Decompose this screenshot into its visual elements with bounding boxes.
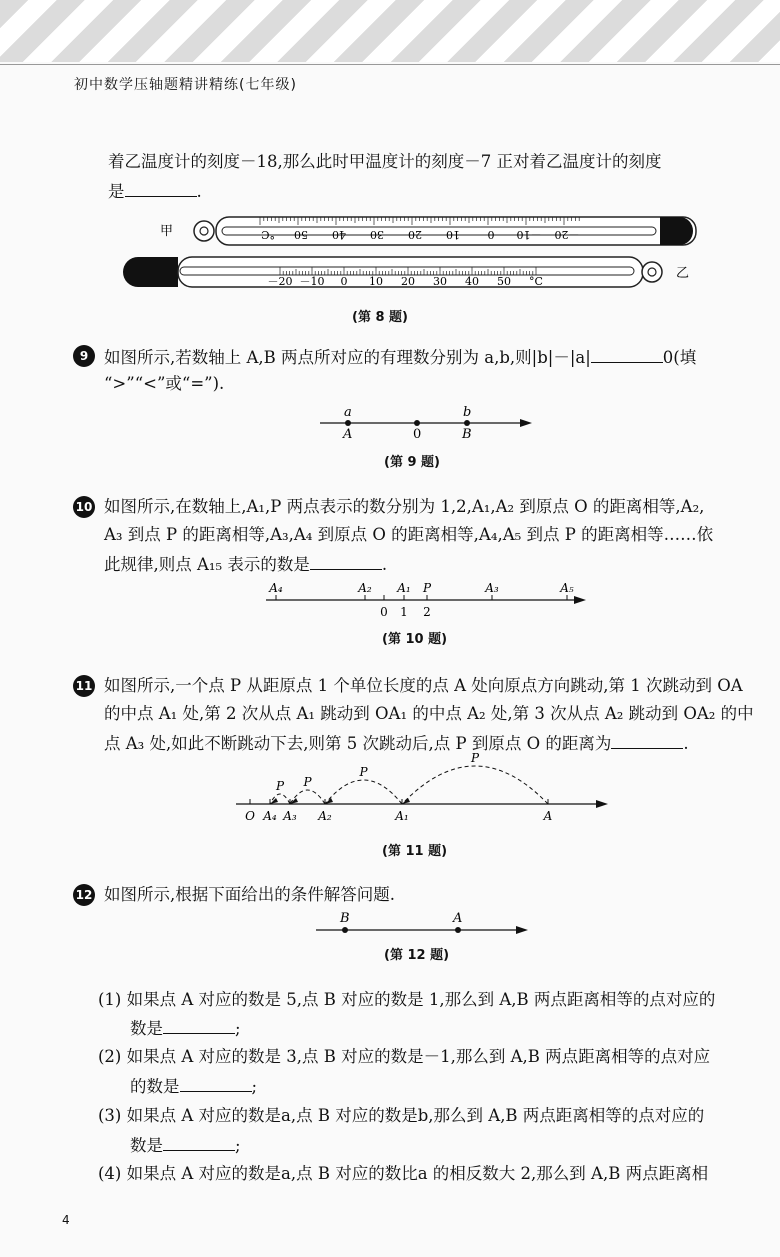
q12-sub4-line1: (4) 如果点 A 对应的数是a,点 B 对应的数比a 的相反数大 2,那么到 A,B 两点距离相	[98, 1164, 709, 1183]
q11-arrowhead	[270, 798, 278, 804]
q10-number-badge: 10	[73, 496, 95, 518]
q11-caption: (第 11 题)	[382, 844, 448, 859]
q10-point-label: A₁	[397, 581, 411, 595]
q9-answer-blank[interactable]	[591, 344, 663, 363]
yi-scale-label: 10	[369, 275, 383, 288]
q12-label-A: A	[453, 911, 463, 926]
q11-line1: 如图所示,一个点 P 从距原点 1 个单位长度的点 A 处向原点方向跳动,第 1 次跳动到 OA	[104, 676, 743, 695]
yi-scale-label: －10	[299, 275, 325, 288]
jia-scale-label: 10	[446, 228, 460, 241]
q9-number-badge: 9	[73, 345, 95, 367]
yi-scale-label: 20	[401, 275, 415, 288]
q12-number-badge: 12	[73, 884, 95, 906]
jia-scale-label: °C	[261, 228, 275, 241]
q8-line2: 是 .	[108, 178, 202, 204]
q12-sub3-line2: 数是 ;	[130, 1132, 241, 1158]
yi-scale-label: 0	[340, 275, 348, 288]
yi-scale-label: －20	[267, 275, 293, 288]
q12-caption: (第 12 题)	[384, 948, 450, 963]
q10-line2: A₃ 到点 P 的距离相等,A₃,A₄ 到原点 O 的距离相等,A₄,A₅ 到点 P 的距离相等……依	[104, 525, 714, 544]
yi-scale-label: 30	[433, 275, 447, 288]
q10-tick-label: 2	[423, 605, 431, 619]
header-divider	[0, 64, 780, 65]
q11-point-label: A₁	[395, 809, 409, 823]
q12-number-line	[310, 908, 540, 942]
q10-point-label: A₃	[485, 581, 499, 595]
yi-scale-label: 40	[465, 275, 479, 288]
jia-scale-label: 30	[370, 228, 384, 241]
q11-jump-arc	[402, 766, 548, 804]
q12-sub2-line2: 的数是 ;	[130, 1073, 257, 1099]
jia-scale-label: －20	[554, 228, 580, 241]
thermometer-yi	[123, 257, 662, 288]
q9-caption: (第 9 题)	[384, 455, 440, 470]
q11-point-label: A₂	[318, 809, 332, 823]
q12-sub1-line2: 数是 ;	[130, 1015, 241, 1041]
q12-sub3-line1: (3) 如果点 A 对应的数是a,点 B 对应的数是b,那么到 A,B 两点距离相等的点对应的	[98, 1106, 705, 1125]
jia-scale-label: 40	[332, 228, 346, 241]
q11-point-label: A	[543, 809, 553, 823]
q10-point-label: A₄	[269, 581, 283, 595]
q8-caption: (第 8 题)	[352, 310, 408, 325]
q12-sub1-line1: (1) 如果点 A 对应的数是 5,点 B 对应的数是 1,那么到 A,B 两点距离相等的点对应的	[98, 990, 716, 1009]
q10-answer-blank[interactable]	[310, 551, 382, 570]
jia-scale-label: 50	[294, 228, 308, 241]
q10-tick-label: 0	[380, 605, 388, 619]
q11-label-p: P	[275, 779, 285, 793]
yi-scale-label: 50	[497, 275, 511, 288]
jia-scale-label: －10	[516, 228, 542, 241]
jia-scale-label: 0	[487, 228, 495, 241]
q9-label-b: b	[463, 405, 472, 420]
header-stripes	[0, 0, 780, 62]
q12-line1: 如图所示,根据下面给出的条件解答问题.	[104, 885, 395, 904]
q8-thermometers-figure	[140, 205, 690, 309]
q12-label-B: B	[340, 911, 350, 926]
q10-tick-label: 1	[400, 605, 408, 619]
yi-scale-label: °C	[529, 275, 543, 288]
q11-label-p: P	[470, 751, 480, 765]
q10-line3: 此规律,则点 A₁₅ 表示的数是 .	[104, 551, 387, 577]
q9-label-a: a	[344, 405, 352, 420]
q11-point-label: A₄	[263, 809, 277, 823]
q10-point-label: A₅	[560, 581, 574, 595]
page-number: 4	[62, 1213, 70, 1227]
q10-point-label: P	[422, 581, 432, 595]
q10-caption: (第 10 题)	[382, 632, 448, 647]
q9-label-0: 0	[413, 427, 422, 442]
label-jia: 甲	[160, 224, 174, 239]
q10-line1: 如图所示,在数轴上,A₁,P 两点表示的数分别为 1,2,A₁,A₂ 到原点 O 的距离相等,A₂,	[104, 497, 705, 516]
q9-line2: “>”“<”或“=”).	[104, 374, 225, 393]
q12-sub3-blank[interactable]	[163, 1132, 235, 1151]
q10-point-label: A₂	[358, 581, 372, 595]
q11-point-label: O	[245, 809, 255, 823]
q11-point-label: A₃	[283, 809, 297, 823]
q11-arrowhead	[402, 798, 410, 804]
q11-answer-blank[interactable]	[611, 730, 683, 749]
q11-label-p: P	[359, 765, 368, 779]
q9-number-line	[310, 402, 540, 448]
q9-label-A: A	[343, 427, 353, 442]
label-yi: 乙	[676, 266, 690, 281]
q11-number-badge: 11	[73, 675, 95, 697]
book-title: 初中数学压轴题精讲精练(七年级)	[74, 77, 297, 93]
q9-line1: 如图所示,若数轴上 A,B 两点所对应的有理数分别为 a,b,则|b|－|a| 0(填	[104, 344, 696, 370]
thermometer-jia	[194, 217, 696, 245]
q9-label-B: B	[462, 427, 472, 442]
q11-label-p: P	[303, 775, 312, 789]
q11-arrowhead	[290, 798, 298, 804]
q11-jump-arc	[325, 780, 402, 804]
q11-line3: 点 A₃ 处,如此不断跳动下去,则第 5 次跳动后,点 P 到原点 O 的距离为 .	[104, 730, 689, 756]
q10-number-line	[258, 578, 598, 622]
q8-answer-blank[interactable]	[125, 178, 197, 197]
q11-jump-figure	[230, 751, 620, 830]
q12-sub2-blank[interactable]	[180, 1073, 252, 1092]
jia-scale-label: 20	[408, 228, 422, 241]
q11-line2: 的中点 A₁ 处,第 2 次从点 A₁ 跳动到 OA₁ 的中点 A₂ 处,第 3 次从点 A₂ 跳动到 OA₂ 的中	[104, 704, 754, 723]
q8-line1: 着乙温度计的刻度－18,那么此时甲温度计的刻度－7 正对着乙温度计的刻度	[108, 152, 662, 171]
q12-sub1-blank[interactable]	[163, 1015, 235, 1034]
q12-sub2-line1: (2) 如果点 A 对应的数是 3,点 B 对应的数是－1,那么到 A,B 两点距离相等的点对应	[98, 1047, 711, 1066]
